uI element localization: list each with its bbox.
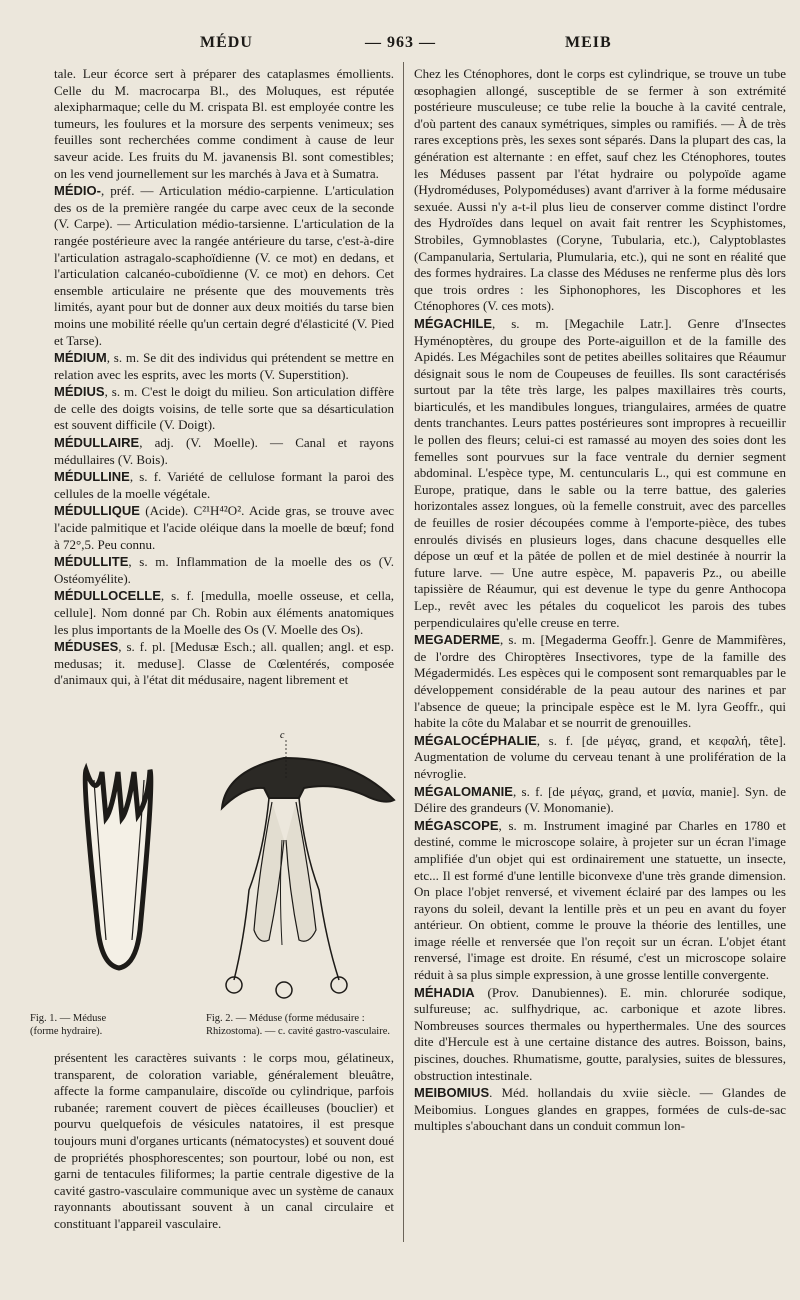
entry-text: , s. m. [Megaderma Geoffr.]. Genre de Mammifères, de l'ordre des Chiroptères Insectivores, type de la famille des Mégadermidés. Les espèces qui le composent sont remarquables par le développement considérable de la peau autour des narines et par l'absence de queue; la principale espèce est le M. lyra Geoffr., qui habite la côte du Malabar et se nourrit de grenouilles. <box>414 632 786 731</box>
hydroid-illustration <box>85 770 151 968</box>
entry-headword: MÉGACHILE <box>414 315 492 331</box>
page-header <box>0 28 800 58</box>
entry-text: , s. m. Se dit des individus qui prétendent se mettre en relation avec les esprits, avec les morts (V. Superstition). <box>54 350 394 382</box>
left-column-continuation <box>54 1050 394 1240</box>
entry-text: , adj. (V. Moelle). — Canal et rayons médullaires (V. Bois). <box>54 435 394 467</box>
entry <box>414 985 786 1085</box>
entry <box>54 469 394 502</box>
entry-headword: MEIBOMIUS <box>414 1085 490 1101</box>
entry-text: (Prov. Danubiennes). E. min. chlorurée sodique, sulfureuse; ac. sulfhydrique, ac. carbonique et azote libres. Nombreuses sources thermales ou hyperthermales. Une des sources dite d'Hercule est à une certaine distance des autres. Boisson, bains, piscines, douches. Rhumatisme, goutte, paralysies, suites de blessures, obstruction intestinale. <box>414 984 786 1083</box>
entry <box>54 554 394 587</box>
column-divider <box>403 62 404 1242</box>
entry-headword: MÉGASCOPE <box>414 817 499 833</box>
entry-headword: MÉHADIA <box>414 984 475 1000</box>
medusa-figures <box>54 730 399 1040</box>
entry-headword: MÉDIUM <box>54 350 107 366</box>
entry-headword: MÉDIUS <box>54 384 105 400</box>
entry <box>414 733 786 783</box>
entry-text: , s. m. C'est le doigt du milieu. Son articulation diffère de celle des doigts voisins, de telle sorte que sa désarticulation est souvent difficile (V. Doigt). <box>54 384 394 433</box>
entry-headword: MÉDUSES <box>54 639 119 655</box>
entry <box>54 183 394 349</box>
entry <box>414 1085 786 1135</box>
entry-text: , s. f. Variété de cellulose formant la paroi des cellules de la moelle végétale. <box>54 469 394 501</box>
entry-headword: MÉDULLITE <box>54 554 129 570</box>
entry-headword: MÉDIO- <box>54 183 101 199</box>
entry <box>414 818 786 984</box>
entry-text: , préf. — Articulation médio-carpienne. L'articulation des os de la première rangée du carpe avec ceux de la seconde (V. Carpe). — Articulation médio-tarsienne. L'articulation de la rangée postérieure avec la rangée antérieure du tarse, c'est-à-dire l'articulation astragalo-scaphoïdienne (V. ce mot) en dedans, et l'articulation calcanéo-cuboïdienne (V. ce mot) en dehors. Cet ensemble articulaire ne présente que des mouvements très limités, ayant pour but de donner aux deux moitiés du tarse bien moins une mobilité réelle qu'un certain degré d'élasticité (V. Pied et Tarse). <box>54 183 394 348</box>
entry-text: , s. m. Inflammation de la moelle des os (V. Ostéomyélite). <box>54 554 394 586</box>
entry <box>54 588 394 638</box>
entry <box>54 384 394 434</box>
header-left-keyword: MÉDU <box>200 34 253 51</box>
entry <box>54 435 394 468</box>
right-column <box>414 66 786 1226</box>
right-intro-paragraph: Chez les Cténophores, dont le corps est cylindrique, se trouve un tube œsophagien allongé, susceptible de se fermer à son extrémité postérieure musculeuse; ce tube relie la bouche à la cavité centrale, d'où partent des canaux symétriques, simples ou ramifiés. — À de très rares exceptions près, les sexes sont séparés. Dans la plupart des cas, la génération est alternante : en effet, sauf chez les Cténophores, toutes les Méduses passent par l'état hydraire ou polypoïde agame (Hydroméduses, Polypoméduses) avant d'arriver à la forme médusaire sexuée. Aussi n'y a-t-il plus lieu de conserver comme distinct l'ordre des Hydroïdes dans lequel on avait fait rentrer les Scyphistomes, Strobiles, Gymnoblastes (Coryne, Tubularia, etc.), Calyptoblastes (Campanularia, Sertularia, Plumularia, etc.), qui ne sont en réalité que des formes hydraires. La classe des Méduses ne renferme plus dès lors que trois ordres : les Siphonophores, les Discophores et les Cténophores (V. ces mots). <box>414 66 786 314</box>
entry-text: , s. f. [de μέγας, grand, et μανία, manie]. Syn. de Délire des grandeurs (V. Monomanie). <box>414 783 786 816</box>
entry <box>54 350 394 383</box>
entry-text: , s. f. pl. [Medusæ Esch.; all. quallen; angl. et esp. medusas; it. meduse]. Classe de Cœlentérés, composée d'animaux qui, à l'état dit médusaire, nagent librement et <box>54 639 394 688</box>
entry-text: . Méd. hollandais du xviie siècle. — Glandes de Meibomius. Longues glandes en grappes, formées de culs-de-sac multiples s'abouchant dans un conduit commun lon- <box>414 1085 786 1134</box>
entry <box>54 503 394 553</box>
entry-text: , s. m. Instrument imaginé par Charles en 1780 et destiné, comme le microscope solaire, à projeter sur un écran l'image amplifiée d'un objet qui est ordinairement une statuette, un insecte, etc... Il est formé d'une lentille biconvexe d'une très grande dimension. On place l'objet renversé, et vivement éclairé par des lampes ou les rayons du soleil, devant la lentille près et un peu en avant du foyer antérieur. On obtient, comme le prouve la théorie des lentilles, une image réelle et renversée que l'on reçoit sur un écran. L'objet étant renversé, l'image est droite. En résumé, c'est un microscope solaire réduit à sa plus simple expression, à une grosse lentille convergente. <box>414 817 786 983</box>
entry <box>414 316 786 631</box>
entry-text: , s. m. [Megachile Latr.]. Genre d'Insectes Hyménoptères, du groupe des Porte-aiguillon et de la famille des Apidés. Les Mégachiles sont de petites abeilles solitaires que Réaumur désignait sous le nom de Coupeuses de feuilles. Ils sont caractérisés surtout par la tête très large, les palpes maxillaires très courts, biarticulés, et les mandibules longues, triangulaires, armées de quatre dents tranchantes. Leurs pattes postérieures sont impropres à recueillir le pollen des fleurs; celui-ci est ramassé au moyen des soies dont les femelles sont pourvues sur la face ventrale du dernier segment abdominal. L'espèce type, M. centuncularis L., qui est commune en Europe, pratique, dans le sable ou la terre battue, des galeries horizontales assez longues, où la femelle construit, avec des parcelles de feuilles de rosier découpées comme à l'emporte-pièce, des tubes enroulés divisés en plusieurs loges, dans chacune desquelles elle dépose un œuf et la pâtée de pollen et de miel destinée à nourrir la future larve. — Une autre espèce, M. papaveris Pz., ou abeille tapissière de Réaumur, qui est devenue le type du genre Anthocopa Lep., revêt avec les pétales du coquelicot les parois des tubes perpendiculaires qu'elle creuse en terre. <box>414 315 786 630</box>
medusa-illustration <box>222 730 394 998</box>
entry-headword: MÉDULLINE <box>54 469 130 485</box>
figure-1-caption: Fig. 1. — Méduse (forme hydraire). <box>30 1013 107 1037</box>
entry-headword: MÉDULLIQUE <box>54 503 140 519</box>
figure-label-c: c <box>280 730 285 741</box>
left-intro-paragraph: tale. Leur écorce sert à préparer des cataplasmes émollients. Celle du M. macrocarpa Bl., des Moluques, est réputée alexipharmaque; celle du M. crispata Bl. est employée contre les tumeurs, les foulures et la morsure des serpents venimeux; ses feuilles sont recherchées comme condiment à cause de leur saveur acide. Les fruits du M. javanensis Bl. sont comestibles; on les vend journellement sur les marchés à Java et à Sumatra. <box>54 66 394 181</box>
entry-headword: MEGADERME <box>414 632 500 648</box>
entry-headword: MÉGALOCÉPHALIE <box>414 732 537 748</box>
entry-headword: MÉDULLOCELLE <box>54 588 161 604</box>
entry-headword: MÉDULLAIRE <box>54 435 140 451</box>
entry <box>54 639 394 689</box>
figure-2-caption: Fig. 2. — Méduse (forme médusaire : Rhizostoma). — c. cavité gastro-vasculaire. <box>206 1013 390 1037</box>
left-column <box>54 66 394 696</box>
entry-headword: MÉGALOMANIE <box>414 783 513 799</box>
meduses-continuation-text: présentent les caractères suivants : le corps mou, gélatineux, transparent, de coloration variable, généralement bleuâtre, affecte la forme campanulaire, discoïde ou cylindrique, parfois rubanée; rarement couvert de pièces écailleuses (bouclier) et pourvu quelquefois de vésicules natatoires, il est presque toujours muni d'organes urticants (nématocystes) et souvent doué de propriétés phosphorescentes; son pourtour, lobé ou non, est garni de tentacules filiformes; la partie centrale digestive de la cavité gastro-vasculaire communique avec un système de canaux rayonnants aboutissant souvent à un canal circulaire et constituant l'appareil vasculaire. <box>54 1050 394 1231</box>
header-right-keyword: MEIB <box>565 34 612 51</box>
entry-text: , s. f. [medulla, moelle osseuse, et cella, cellule]. Nom donné par Ch. Robin aux éléments anatomiques les plus importants de la Moelle des Os (V. Moelle des Os). <box>54 588 394 637</box>
page-number: — 963 — <box>365 34 436 51</box>
entry <box>414 632 786 732</box>
entry-text: , s. f. [de μέγας, grand, et κεφαλή, tête]. Augmentation de volume du cerveau tenant à une prolifération de la névroglie. <box>414 732 786 781</box>
entry <box>414 784 786 817</box>
entry-text: (Acide). C²¹H⁴²O². Acide gras, se trouve avec l'acide palmitique et l'acide oléique dans la moelle de bœuf; fond à 72°,5. Peu connu. <box>54 503 394 552</box>
